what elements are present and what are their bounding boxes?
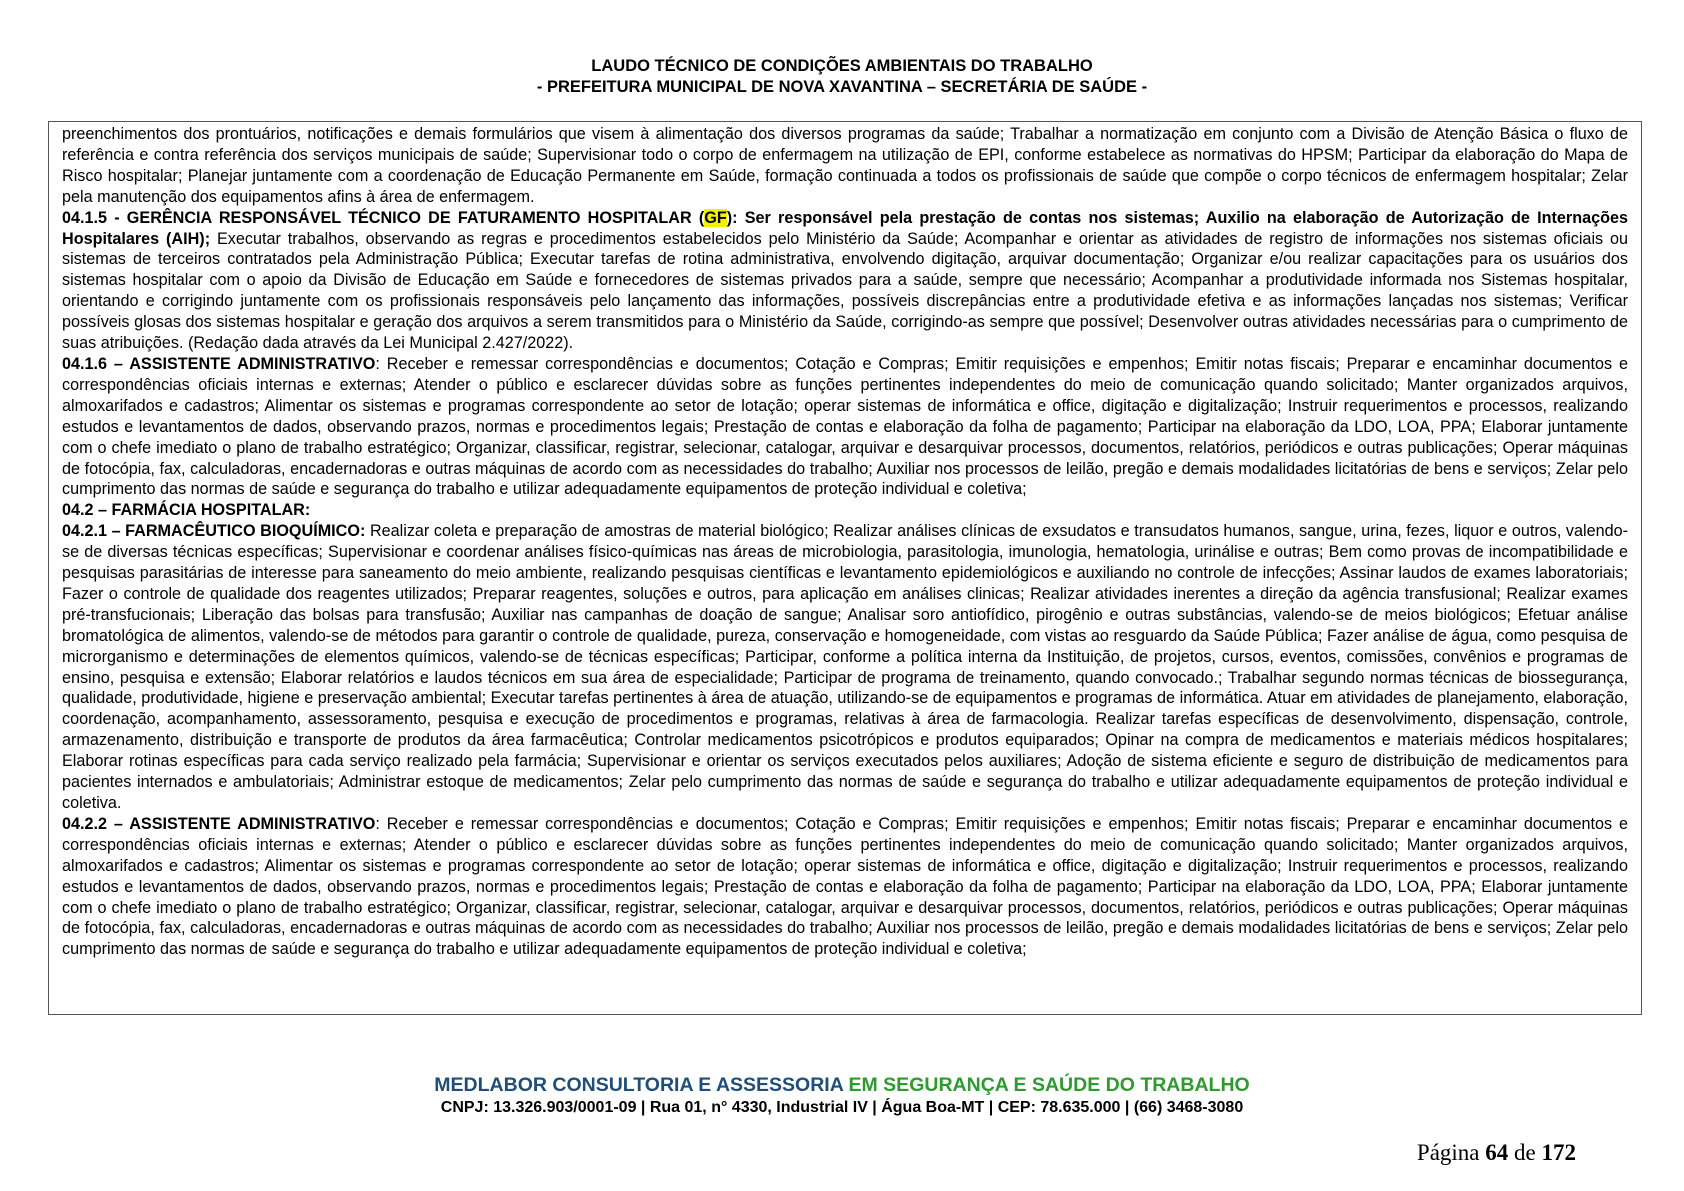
paragraph-continuation: preenchimentos dos prontuários, notificações e demais formulários que visem à alimentação dos diversos programas da saúde; Trabalhar a normatização em conjunto com a Divisão de Atenção Básica o fluxo de referência e contra referência dos serviços municipais de saúde; Supervisionar todo o corpo de enfermagem na utilização de EPI, conforme estabelece as normativas do HPSM; Participar da elaboração do Mapa de Risco hospitalar; Planejar juntamente com a coordenação de Educação Permanente em Saúde, formação continuada a todos os profissionais de saúde que compõe o corpo técnicos de enfermagem hospitalar; Zelar pela manutenção dos equipamentos afins à área de enfermagem. (62, 125, 1628, 206)
highlight-gf: GF (704, 208, 727, 227)
footer-contact: CNPJ: 13.326.903/0001-09 | Rua 01, n° 4330, Industrial IV | Água Boa-MT | CEP: 78.635.000 | (66) 3468-3080 (440, 1099, 1244, 1116)
content-box (48, 121, 1642, 1015)
company-name: MEDLABOR CONSULTORIA E ASSESSORIA (434, 1074, 844, 1096)
document-subtitle: - PREFEITURA MUNICIPAL DE NOVA XAVANTINA – SECRETÁRIA DE SAÚDE - (536, 78, 1148, 96)
section-04-1-6-text: : Receber e remessar correspondências e documentos; Cotação e Compras; Emitir requisições e empenhos; Emitir notas fiscais; Preparar e encaminhar documentos e correspondências oficiais internas e externas; Atender o público e esclarecer dúvidas sobre as funções pertinentes independentes do meio de comunicação quando solicitado; Manter organizados arquivos, almoxarifados e cadastros; Alimentar os sistemas e programas correspondente ao setor de lotação; operar sistemas de informática e office, digitação e digitalização; Instruir requerimentos e processos, realizando estudos e levantamentos de dados, observando prazos, normas e procedimentos legais; Prestação de contas e elaboração da folha de pagamento; Participar na elaboração da LDO, LOA, PPA; Elaborar juntamente com o chefe imediato o plano de trabalho estratégico; Organizar, classificar, registrar, selecionar, catalogar, arquivar e desarquivar processos, documentos, relatórios, periódicos e outras publicações; Operar máquinas de fotocópia, fax, calculadoras, encadernadoras e outras máquinas de acordo com as necessidades do trabalho; Auxiliar nos processos de leilão, pregão e demais modalidades licitatórias de bens e serviços; Zelar pelo cumprimento das normas de saúde e segurança do trabalho e utilizar adequadamente equipamentos de proteção individual e coletiva; (62, 354, 1628, 499)
document-title: LAUDO TÉCNICO DE CONDIÇÕES AMBIENTAIS DO TRABALHO (591, 57, 1093, 75)
section-04-2-heading: 04.2 – FARMÁCIA HOSPITALAR: (62, 501, 311, 520)
document-header (0, 56, 1684, 98)
company-tagline: EM SEGURANÇA E SAÚDE DO TRABALHO (843, 1074, 1250, 1096)
section-04-2-1-heading: 04.2.1 – FARMACÊUTICO BIOQUÍMICO: (62, 522, 366, 541)
section-04-2-2-heading: 04.2.2 – ASSISTENTE ADMINISTRATIVO (62, 814, 376, 833)
section-04-1-5-text: Executar trabalhos, observando as regras e procedimentos estabelecidos pelo Ministério da Saúde; Acompanhar e orientar as atividades de registro de informações nos sistemas oficiais ou sistemas de terceiros contratados pela Administração Pública; Executar tarefas de rotina administrativa, envolvendo digitação, arquivar documentação; Organizar e/ou realizar capacitações para os usuários dos sistemas hospitalar com o apoio da Divisão de Educação em Saúde e fornecedores de sistemas privados para a saúde, sempre que necessário; Acompanhar a produtividade informada nos Sistemas hospitalar, orientando e corrigindo juntamente com os profissionais responsáveis pelo lançamento das informações, possíveis discrepâncias entre a produtividade efetiva e as informações lançadas nos sistemas; Verificar possíveis glosas dos sistemas hospitalar e geração dos arquivos a serem transmitidos para o Ministério da Saúde, corrigindo-as sempre que possível; Desenvolver outras atividades necessárias para o cumprimento de suas atribuições. (Redação dada através da Lei Municipal 2.427/2022). (62, 229, 1629, 353)
total-pages: 172 (1541, 1140, 1576, 1165)
footer-company (0, 1074, 1684, 1097)
section-04-2-1-text: Realizar coleta e preparação de amostras de material biológico; Realizar análises clínicas de exsudatos e transudatos humanos, sangue, urina, fezes, liquor e outros, valendo-se de diversas técnicas específicas; Supervisionar e coordenar análises físico-químicas nas áreas de microbiologia, parasitologia, imunologia, hematologia, urinálise e outras; Bem como provas de incompatibilidade e pesquisas parasitárias de interesse para saneamento do meio ambiente, realizando pesquisas científicas e levantamento epidemiológicos e auxiliando no controle de infecções; Assinar laudos de exames laboratoriais; Fazer o controle de qualidade dos reagentes utilizados; Preparar reagentes, soluções e outros, para aplicação em análises clinicas; Realizar atividades inerentes a direção da agência transfusional; Realizar exames pré-transfucionais; Liberação das bolsas para transfusão; Auxiliar nas campanhas de doação de sangue; Analisar soro antiofídico, pirogênio e outras substâncias, valendo-se de meios biológicos; Efetuar análise bromatológica de alimentos, valendo-se de métodos para garantir o controle de qualidade, pureza, conservação e homogeneidade, com vistas ao resguardo da Saúde Pública; Fazer análise de água, como pesquisa de microrganismo e determinações de elementos químicos, valendo-se de técnicas específicas; Participar, conforme a política interna da Instituição, de projetos, cursos, eventos, comissões, convênios e programas de ensino, pesquisa e extensão; Elaborar relatórios e laudos técnicos em sua área de especialidade; Participar de programa de treinamento, quando convocado.; Trabalhar segundo normas técnicas de biossegurança, qualidade, produtividade, higiene e preservação ambiental; Executar tarefas pertinentes à área de atuação, utilizando-se de equipamentos e programas de informática. Atuar em atividades de planejamento, elaboração, coordenação, acompanhamento, assessoramento, pesquisa e execução de procedimentos e programas, relativas à área de farmacologia. Realizar tarefas específicas de desenvolvimento, dispensação, controle, armazenamento, distribuição e transporte de produtos da área farmacêutica; Controlar medicamentos psicotrópicos e produtos equiparados; Opinar na compra de medicamentos e materiais médicos hospitalares; Elaborar rotinas específicas para cada serviço realizado pela farmácia; Supervisionar e orientar os serviços executados pelos auxiliares; Adoção de sistema eficiente e seguro de distribuição de medicamentos para pacientes internados e ambulatoriais; Administrar estoque de medicamentos; Zelar pelo cumprimento das normas de saúde e segurança do trabalho e utilizar adequadamente equipamentos de proteção individual e coletiva. (62, 522, 1628, 812)
section-04-1-5 (62, 208, 1628, 354)
section-04-1-5-heading: 04.1.5 - GERÊNCIA RESPONSÁVEL TÉCNICO DE FATURAMENTO HOSPITALAR (GF): Ser responsável pela prestação de contas nos sistemas; Auxilio na elaboração de Autorização de Internações Hospitalares (AIH); (62, 208, 1629, 248)
section-04-2-2 (62, 814, 1628, 960)
section-04-1-6-heading: 04.1.6 – ASSISTENTE ADMINISTRATIVO (62, 354, 376, 373)
section-04-2-1 (62, 521, 1628, 814)
section-04-2-2-text: : Receber e remessar correspondências e documentos; Cotação e Compras; Emitir requisições e empenhos; Emitir notas fiscais; Preparar e encaminhar documentos e correspondências oficiais internas e externas; Atender o público e esclarecer dúvidas sobre as funções pertinentes independentes do meio de comunicação quando solicitado; Manter organizados arquivos, almoxarifados e cadastros; Alimentar os sistemas e programas correspondente ao setor de lotação; operar sistemas de informática e office, digitação e digitalização; Instruir requerimentos e processos, realizando estudos e levantamentos de dados, observando prazos, normas e procedimentos legais; Prestação de contas e elaboração da folha de pagamento; Participar na elaboração da LDO, LOA, PPA; Elaborar juntamente com o chefe imediato o plano de trabalho estratégico; Organizar, classificar, registrar, selecionar, catalogar, arquivar e desarquivar processos, documentos, relatórios, periódicos e outras publicações; Operar máquinas de fotocópia, fax, calculadoras, encadernadoras e outras máquinas de acordo com as necessidades do trabalho; Auxiliar nos processos de leilão, pregão e demais modalidades licitatórias de bens e serviços; Zelar pelo cumprimento das normas de saúde e segurança do trabalho e utilizar adequadamente equipamentos de proteção individual e coletiva; (62, 814, 1628, 959)
section-04-1-6 (62, 354, 1628, 500)
current-page: 64 (1485, 1140, 1509, 1165)
page-number: Página 64 de 172 (1416, 1140, 1576, 1165)
